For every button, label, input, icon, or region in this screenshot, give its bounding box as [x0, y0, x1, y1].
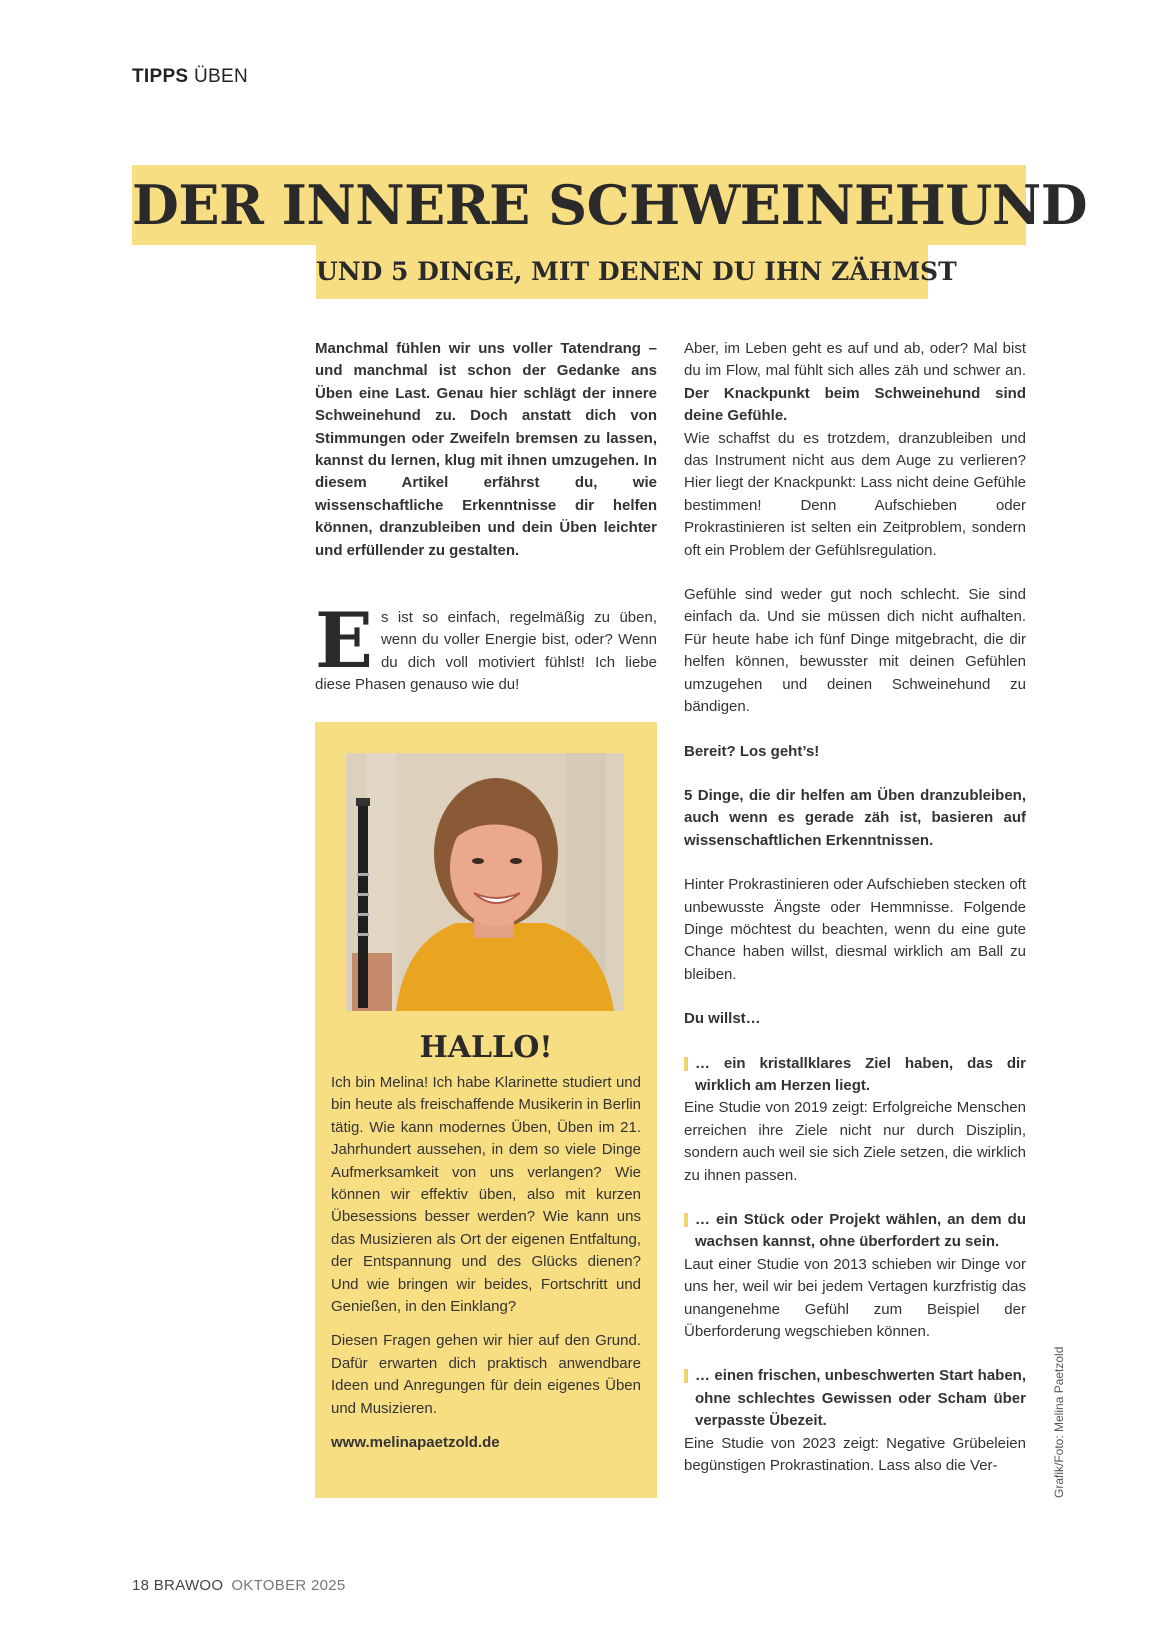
- list-item-3-text: Eine Studie von 2023 zeigt: Negative Grübeleien begünstigen Prokrastination. Lass also die Ver-: [684, 1434, 1026, 1475]
- dropcap: E: [315, 596, 373, 686]
- author-photo: [346, 753, 624, 1011]
- page-subtitle: UND 5 DINGE, MIT DENEN DU IHN ZÄHMST: [316, 257, 957, 286]
- right-paragraph-1c: Wie schaffst du es trotzdem, dranzubleiben und das Instrument nicht aus dem Auge zu verlieren? Hier liegt der Knackpunkt: Lass nicht deine Gefühle bestimmen! Denn Aufschieben oder Prokrastinieren ist selten ein Zeitproblem, sondern oft ein Problem der Gefühlsregulation.: [684, 429, 1026, 559]
- right-paragraph-2: Gefühle sind weder gut noch schlecht. Sie sind einfach da. Und sie müssen dich nicht aufhalten. Für heute habe ich fünf Dinge mitgebracht, die dir helfen können, bewusster mit deinen Gefühlen umzugehen und deinen Schweinehund zu bändigen.: [684, 586, 1026, 716]
- list-item-1-heading: … ein kristallklares Ziel haben, das dir wirklich am Herzen liegt.: [684, 1053, 1026, 1098]
- right-paragraph-5: Hinter Prokrastinieren oder Aufschieben stecken oft unbewusste Ängste oder Hemmnisse. Folgende Dinge möchtest du beachten, wenn du eine gute Chance haben willst, diesmal wirklich am Ball zu bleiben.: [684, 876, 1026, 983]
- page-title: DER INNERE SCHWEINEHUND: [132, 173, 1088, 237]
- body-start-text: s ist so einfach, regelmäßig zu üben, wenn du voller Energie bist, oder? Wenn du dich voll motiviert fühlst! Ich liebe diese Phasen genauso wie du!: [315, 609, 657, 694]
- right-paragraph-1a: Aber, im Leben geht es auf und ab, oder? Mal bist du im Flow, mal fühlt sich alles zäh und schwer an.: [684, 340, 1026, 380]
- page-number: 18 BRAWOO: [132, 1577, 224, 1594]
- list-item-1-text: Eine Studie von 2019 zeigt: Erfolgreiche Menschen erreichen ihre Ziele nicht nur durch Disziplin, sondern auch weil sie sich Ziele setzen, die wirklich zu ihnen passen.: [684, 1099, 1026, 1184]
- author-website-link[interactable]: www.melinapaetzold.de: [331, 1434, 500, 1452]
- issue-date: OKTOBER 2025: [231, 1577, 346, 1594]
- right-paragraph-1: [684, 338, 1026, 428]
- list-item-3-heading: … einen frischen, unbeschwerten Start haben, ohne schlechtes Gewissen oder Scham über verpasste Übezeit.: [684, 1365, 1026, 1432]
- right-paragraph-4: 5 Dinge, die dir helfen am Üben dranzubleiben, auch wenn es gerade zäh ist, basieren auf wissenschaftlichen Erkenntnissen.: [684, 786, 1026, 849]
- right-paragraph-6: Du willst…: [684, 1010, 761, 1028]
- section-tag-bold: TIPPS: [132, 66, 189, 87]
- infobox-heading: HALLO!: [419, 1030, 553, 1065]
- section-tag: [132, 66, 248, 88]
- section-tag-light: ÜBEN: [194, 66, 248, 87]
- author-photo-illustration: [346, 753, 624, 1011]
- infobox-paragraph-2: Diesen Fragen gehen wir hier auf den Grund. Dafür erwarten dich praktisch anwendbare Ideen und Anregungen für dein eigenes Üben und Musizieren.: [331, 1332, 641, 1417]
- right-paragraph-1-highlight: Der Knackpunkt beim Schweinehund sind deine Gefühle.: [684, 384, 1026, 425]
- left-column: [315, 338, 657, 697]
- photo-credit: Grafik/Foto: Melina Paetzold: [1052, 1346, 1066, 1498]
- intro-paragraph: Manchmal fühlen wir uns voller Tatendrang – und manchmal ist schon der Gedanke ans Üben eine Last. Genau hier schlägt der innere Schweinehund zu. Doch anstatt dich von Stimmungen oder Zweifeln bremsen zu lassen, kannst du lernen, klug mit ihnen umzugehen. In diesem Artikel erfährst du, wie wissenschaftliche Erkenntnisse dir helfen können, dranzubleiben und dein Üben leichter und erfüllender zu gestalten.: [315, 340, 657, 559]
- infobox-text: [331, 1072, 641, 1455]
- infobox-paragraph-1: Ich bin Melina! Ich habe Klarinette studiert und bin heute als freischaffende Musikerin in Berlin tätig. Wie kann modernes Üben, Üben im 21. Jahrhundert aussehen, in dem so viele Dinge Aufmerksamkeit von uns verlangen? Wie können wir effektiv üben, also mit kurzen Übesessions besser werden? Wie kann uns das Musizieren als Ort der eigenen Entfaltung, der Entspannung und des Glücks dienen? Und wie bringen wir beides, Fortschritt und Genießen, in den Einklang?: [331, 1074, 641, 1316]
- list-item-2-text: Laut einer Studie von 2013 schieben wir Dinge vor uns her, weil wir bei jedem Vertagen kurzfristig das unangenehme Gefühl zum Beispiel der Überforderung wegschieben können.: [684, 1255, 1026, 1341]
- list-item-2-heading: … ein Stück oder Projekt wählen, an dem du wachsen kannst, ohne überfordert zu sein.: [684, 1209, 1026, 1254]
- right-column: [684, 338, 1026, 1477]
- page-footer: [132, 1577, 346, 1594]
- body-start: [315, 596, 657, 697]
- right-paragraph-3: Bereit? Los geht’s!: [684, 742, 820, 760]
